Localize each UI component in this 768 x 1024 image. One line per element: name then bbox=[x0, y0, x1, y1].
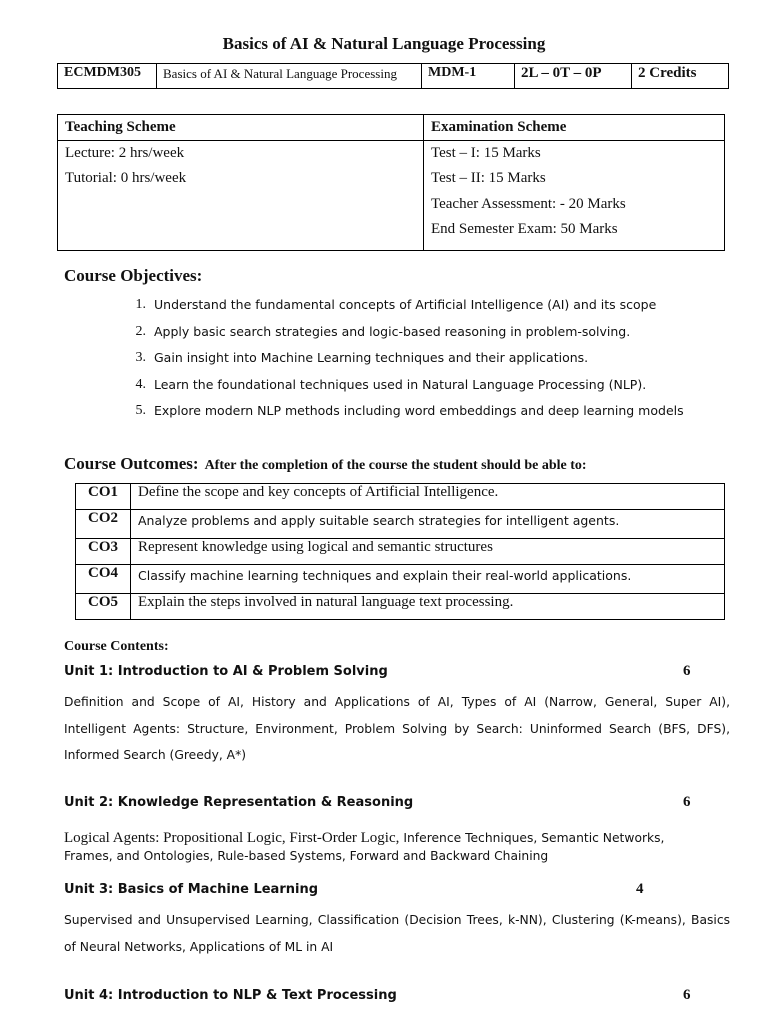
objective-text: Learn the foundational techniques used in Natural Language Processing (NLP). bbox=[154, 376, 647, 392]
unit-body bbox=[64, 829, 744, 865]
co-text: Define the scope and key concepts of Artificial Intelligence. bbox=[131, 484, 725, 510]
outcomes-table bbox=[75, 483, 725, 620]
table-row bbox=[76, 565, 725, 594]
objective-number: 1. bbox=[135, 297, 146, 312]
unit-body: Supervised and Unsupervised Learning, Classification (Decision Trees, k-NN), Clustering (K-means), Basics of Neural Networks, Applications of ML in AI bbox=[64, 913, 730, 954]
table-row bbox=[76, 510, 725, 539]
unit-body-line2: Frames, and Ontologies, Rule-based Systems, Forward and Backward Chaining bbox=[64, 849, 549, 863]
objectives-heading: Course Objectives: bbox=[64, 266, 203, 285]
objectives-list bbox=[124, 297, 744, 430]
co-text: Explain the steps involved in natural language text processing. bbox=[131, 594, 725, 620]
page-title: Basics of AI & Natural Language Processing bbox=[222, 34, 546, 53]
co-text: Represent knowledge using logical and semantic structures bbox=[131, 539, 725, 565]
objective-number: 2. bbox=[135, 323, 146, 339]
outcomes-heading: Course Outcomes: bbox=[64, 454, 199, 473]
unit-body: Definition and Scope of AI, History and Applications of AI, Types of AI (Narrow, General, Super AI), Intelligent Agents: Structure, Environment, Problem Solving by Search: Uninformed Search (BFS, DFS), Informed Search (Greedy, A*) bbox=[64, 695, 730, 762]
objective-text: Gain insight into Machine Learning techniques and their applications. bbox=[154, 350, 589, 365]
exam-item: Teacher Assessment: - 20 Marks bbox=[431, 195, 626, 212]
exam-scheme-header: Examination Scheme bbox=[424, 115, 725, 141]
co-code: CO1 bbox=[76, 484, 131, 510]
list-item bbox=[124, 403, 744, 430]
unit-title: Unit 2: Knowledge Representation & Reasoning bbox=[64, 795, 414, 810]
co-text: Classify machine learning techniques and explain their real-world applications. bbox=[131, 565, 725, 594]
table-row bbox=[76, 484, 725, 510]
course-name: Basics of AI & Natural Language Processing bbox=[157, 64, 422, 89]
unit-title: Unit 4: Introduction to NLP & Text Processing bbox=[64, 988, 397, 1003]
course-ltp: 2L – 0T – 0P bbox=[515, 64, 632, 89]
course-credits: 2 Credits bbox=[632, 64, 729, 89]
teaching-scheme-header: Teaching Scheme bbox=[58, 115, 424, 141]
course-code: ECMDM305 bbox=[58, 64, 157, 89]
unit-hours: 4 bbox=[636, 881, 644, 897]
objective-number: 4. bbox=[135, 376, 146, 392]
unit-hours: 6 bbox=[683, 794, 691, 810]
objective-text: Understand the fundamental concepts of Artificial Intelligence (AI) and its scope bbox=[154, 297, 657, 312]
exam-scheme-cell bbox=[424, 141, 725, 251]
co-code: CO3 bbox=[76, 539, 131, 565]
teaching-item: Tutorial: 0 hrs/week bbox=[65, 170, 187, 187]
objective-text: Explore modern NLP methods including word embeddings and deep learning models bbox=[154, 403, 684, 418]
list-item bbox=[124, 297, 744, 324]
course-category: MDM-1 bbox=[422, 64, 515, 89]
course-info-table bbox=[57, 63, 729, 89]
objective-text: Apply basic search strategies and logic-based reasoning in problem-solving. bbox=[154, 323, 631, 339]
co-code: CO4 bbox=[76, 565, 131, 594]
outcomes-heading-row bbox=[64, 454, 744, 474]
teaching-item: Lecture: 2 hrs/week bbox=[65, 145, 185, 161]
unit-title: Unit 1: Introduction to AI & Problem Solving bbox=[64, 664, 388, 679]
exam-item: Test – I: 15 Marks bbox=[431, 145, 541, 161]
objective-number: 5. bbox=[135, 403, 146, 418]
exam-item: End Semester Exam: 50 Marks bbox=[431, 220, 618, 237]
co-code: CO5 bbox=[76, 594, 131, 620]
list-item bbox=[124, 377, 744, 404]
contents-heading: Course Contents: bbox=[64, 639, 169, 654]
unit-hours: 6 bbox=[683, 663, 691, 679]
outcomes-subheading: After the completion of the course the student should be able to: bbox=[204, 458, 587, 473]
exam-item: Test – II: 15 Marks bbox=[431, 170, 546, 187]
unit-title: Unit 3: Basics of Machine Learning bbox=[64, 882, 319, 897]
unit-body-serif: Logical Agents: Propositional Logic, First-Order Logic, bbox=[64, 830, 400, 846]
table-row bbox=[76, 594, 725, 620]
unit-body-sans: Inference Techniques, Semantic Networks, bbox=[403, 831, 665, 845]
list-item bbox=[124, 324, 744, 351]
teaching-scheme-cell bbox=[58, 141, 424, 251]
scheme-table bbox=[57, 114, 725, 251]
co-code: CO2 bbox=[76, 510, 131, 539]
table-row bbox=[76, 539, 725, 565]
objective-number: 3. bbox=[135, 350, 146, 365]
unit-hours: 6 bbox=[683, 987, 691, 1003]
list-item bbox=[124, 350, 744, 377]
co-text: Analyze problems and apply suitable search strategies for intelligent agents. bbox=[131, 510, 725, 539]
